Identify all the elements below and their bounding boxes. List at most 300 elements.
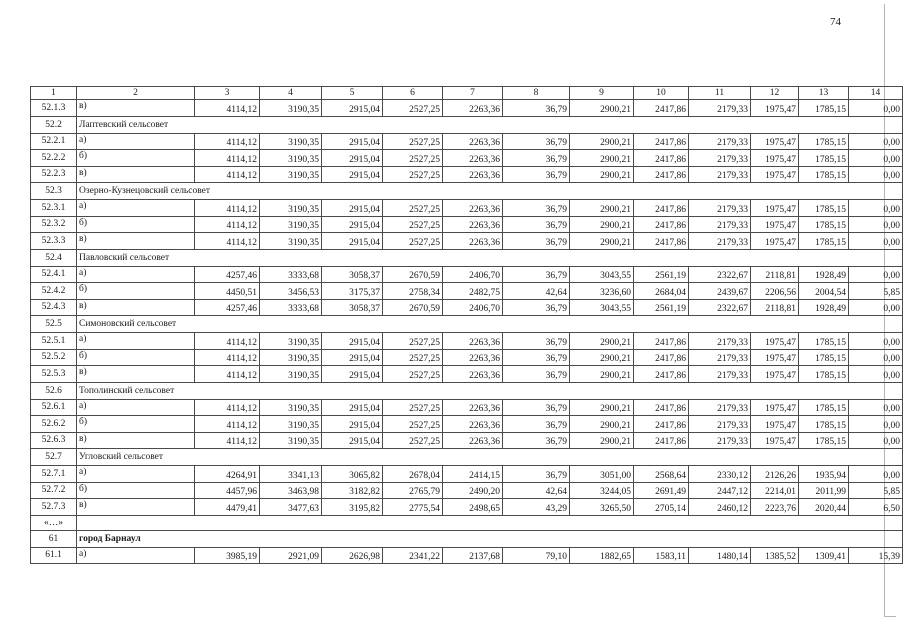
value-cell: 4114,12: [195, 432, 260, 449]
value-cell: 2670,59: [383, 299, 443, 316]
value-cell: 0,00: [849, 166, 903, 183]
value-cell: 2322,67: [689, 299, 751, 316]
value-cell: 2263,36: [443, 166, 503, 183]
value-cell: 36,79: [503, 333, 570, 350]
value-cell: 4114,12: [195, 166, 260, 183]
value-cell: 36,79: [503, 266, 570, 283]
value-cell: 0,00: [849, 233, 903, 250]
value-cell: 4114,12: [195, 349, 260, 366]
value-cell: 0,00: [849, 432, 903, 449]
column-header: 10: [634, 87, 689, 100]
value-cell: 3182,82: [322, 482, 383, 499]
value-cell: 3190,35: [260, 100, 322, 117]
section-filler: [260, 449, 903, 466]
page-edge-tick: [884, 616, 896, 617]
value-cell: 2678,04: [383, 466, 443, 483]
section-title: Павловский сельсовет: [77, 249, 260, 266]
value-cell: 3333,68: [260, 299, 322, 316]
column-header: 13: [799, 87, 849, 100]
value-cell: 2900,21: [570, 366, 634, 383]
row-letter: а): [77, 547, 195, 564]
row-letter: а): [77, 266, 195, 283]
value-cell: 3190,35: [260, 399, 322, 416]
value-cell: 2179,33: [689, 366, 751, 383]
value-cell: 2900,21: [570, 100, 634, 117]
value-cell: 4114,12: [195, 399, 260, 416]
row-code: 52.6.1: [31, 399, 77, 416]
table-row: [31, 100, 903, 117]
value-cell: 43,29: [503, 499, 570, 516]
value-cell: 1975,47: [751, 432, 799, 449]
value-cell: 2118,81: [751, 299, 799, 316]
table-row: [31, 547, 903, 564]
value-cell: 2118,81: [751, 266, 799, 283]
value-cell: 2684,04: [634, 283, 689, 300]
value-cell: 2527,25: [383, 166, 443, 183]
column-header: 5: [322, 87, 383, 100]
value-cell: 2341,22: [383, 547, 443, 564]
value-cell: 2137,68: [443, 547, 503, 564]
section-filler: [260, 382, 903, 399]
value-cell: 1583,11: [634, 547, 689, 564]
value-cell: 2915,04: [322, 133, 383, 150]
value-cell: 2417,86: [634, 100, 689, 117]
row-code: 52.5.3: [31, 366, 77, 383]
row-code: 52.1.3: [31, 100, 77, 117]
row-code: 61.1: [31, 547, 77, 564]
row-letter: в): [77, 432, 195, 449]
row-code: 52.2.1: [31, 133, 77, 150]
value-cell: 0,00: [849, 266, 903, 283]
value-cell: 1975,47: [751, 333, 799, 350]
value-cell: 3985,19: [195, 547, 260, 564]
section-filler: [260, 530, 903, 547]
value-cell: 0,00: [849, 466, 903, 483]
table-row: [31, 432, 903, 449]
value-cell: 2263,36: [443, 366, 503, 383]
value-cell: 3195,82: [322, 499, 383, 516]
value-cell: 2417,86: [634, 366, 689, 383]
section-row: [31, 530, 903, 547]
value-cell: 2263,36: [443, 333, 503, 350]
value-cell: 1975,47: [751, 150, 799, 167]
value-cell: 36,79: [503, 416, 570, 433]
value-cell: 2179,33: [689, 166, 751, 183]
table-row: [31, 283, 903, 300]
column-header: 9: [570, 87, 634, 100]
column-header: 7: [443, 87, 503, 100]
value-cell: 2915,04: [322, 166, 383, 183]
row-letter: в): [77, 100, 195, 117]
row-code: 52.7.1: [31, 466, 77, 483]
value-cell: 2330,12: [689, 466, 751, 483]
value-cell: 3190,35: [260, 366, 322, 383]
value-cell: 3190,35: [260, 200, 322, 217]
row-code: 52.6.2: [31, 416, 77, 433]
column-header: 1: [31, 87, 77, 100]
row-letter: в): [77, 499, 195, 516]
row-code: 52.2.3: [31, 166, 77, 183]
value-cell: 2322,67: [689, 266, 751, 283]
value-cell: 2775,54: [383, 499, 443, 516]
value-cell: 2527,25: [383, 399, 443, 416]
value-cell: 1975,47: [751, 399, 799, 416]
row-code: 52.3.1: [31, 200, 77, 217]
value-cell: 0,00: [849, 200, 903, 217]
value-cell: 2527,25: [383, 333, 443, 350]
value-cell: 2179,33: [689, 333, 751, 350]
value-cell: 2179,33: [689, 416, 751, 433]
section-code: 52.4: [31, 249, 77, 266]
value-cell: 2263,36: [443, 432, 503, 449]
value-cell: 2179,33: [689, 150, 751, 167]
value-cell: 3456,53: [260, 283, 322, 300]
value-cell: 1785,15: [799, 349, 849, 366]
section-row: [31, 249, 903, 266]
value-cell: 4257,46: [195, 299, 260, 316]
value-cell: 2915,04: [322, 233, 383, 250]
value-cell: 2758,34: [383, 283, 443, 300]
value-cell: 2263,36: [443, 200, 503, 217]
value-cell: 1975,47: [751, 366, 799, 383]
value-cell: 3190,35: [260, 349, 322, 366]
value-cell: 2179,33: [689, 349, 751, 366]
value-cell: 2417,86: [634, 399, 689, 416]
value-cell: 2900,21: [570, 216, 634, 233]
value-cell: 3463,98: [260, 482, 322, 499]
row-code: 52.7.3: [31, 499, 77, 516]
value-cell: 3190,35: [260, 432, 322, 449]
value-cell: 2417,86: [634, 349, 689, 366]
value-cell: 2263,36: [443, 349, 503, 366]
value-cell: 2915,04: [322, 100, 383, 117]
value-cell: 2705,14: [634, 499, 689, 516]
value-cell: 2011,99: [799, 482, 849, 499]
value-cell: 2900,21: [570, 233, 634, 250]
value-cell: 36,79: [503, 200, 570, 217]
value-cell: 2490,20: [443, 482, 503, 499]
value-cell: 2417,86: [634, 166, 689, 183]
row-letter: в): [77, 299, 195, 316]
value-cell: 1785,15: [799, 366, 849, 383]
value-cell: 15,39: [849, 547, 903, 564]
row-letter: в): [77, 233, 195, 250]
value-cell: 3175,37: [322, 283, 383, 300]
table-row: [31, 150, 903, 167]
value-cell: 36,79: [503, 299, 570, 316]
value-cell: 3043,55: [570, 299, 634, 316]
value-cell: 2460,12: [689, 499, 751, 516]
value-cell: 0,00: [849, 100, 903, 117]
table-row: [31, 233, 903, 250]
value-cell: 2179,33: [689, 100, 751, 117]
value-cell: 2915,04: [322, 399, 383, 416]
row-letter: а): [77, 399, 195, 416]
value-cell: 3051,00: [570, 466, 634, 483]
value-cell: 2004,54: [799, 283, 849, 300]
value-cell: 2263,36: [443, 100, 503, 117]
value-cell: 2020,44: [799, 499, 849, 516]
value-cell: 4114,12: [195, 333, 260, 350]
table-row: [31, 166, 903, 183]
value-cell: 2447,12: [689, 482, 751, 499]
value-cell: 2406,70: [443, 299, 503, 316]
value-cell: 1928,49: [799, 299, 849, 316]
value-cell: 2915,04: [322, 432, 383, 449]
row-letter: б): [77, 349, 195, 366]
value-cell: 2765,79: [383, 482, 443, 499]
value-cell: 4457,96: [195, 482, 260, 499]
value-cell: 2498,65: [443, 499, 503, 516]
value-cell: 1935,94: [799, 466, 849, 483]
table-row: [31, 416, 903, 433]
value-cell: 2900,21: [570, 432, 634, 449]
column-header: 3: [195, 87, 260, 100]
value-cell: 4257,46: [195, 266, 260, 283]
value-cell: 0,00: [849, 150, 903, 167]
row-letter: а): [77, 200, 195, 217]
value-cell: 2527,25: [383, 233, 443, 250]
value-cell: 1975,47: [751, 233, 799, 250]
value-cell: 2915,04: [322, 366, 383, 383]
row-code: 52.4.1: [31, 266, 77, 283]
row-code: 52.6.3: [31, 432, 77, 449]
table-row: [31, 499, 903, 516]
value-cell: 5,85: [849, 482, 903, 499]
value-cell: 2900,21: [570, 333, 634, 350]
row-letter: в): [77, 366, 195, 383]
value-cell: 2179,33: [689, 399, 751, 416]
value-cell: 2626,98: [322, 547, 383, 564]
value-cell: 3190,35: [260, 216, 322, 233]
section-row: [31, 316, 903, 333]
value-cell: 36,79: [503, 349, 570, 366]
value-cell: 2527,25: [383, 200, 443, 217]
section-title: Симоновский сельсовет: [77, 316, 260, 333]
row-code: 52.4.3: [31, 299, 77, 316]
value-cell: 3236,60: [570, 283, 634, 300]
value-cell: 1975,47: [751, 166, 799, 183]
value-cell: 4114,12: [195, 133, 260, 150]
column-header: 14: [849, 87, 903, 100]
value-cell: 36,79: [503, 216, 570, 233]
value-cell: 4114,12: [195, 150, 260, 167]
value-cell: 2900,21: [570, 416, 634, 433]
value-cell: 4450,51: [195, 283, 260, 300]
value-cell: 3341,13: [260, 466, 322, 483]
value-cell: 2406,70: [443, 266, 503, 283]
section-code: 52.7: [31, 449, 77, 466]
value-cell: 1975,47: [751, 133, 799, 150]
value-cell: 2915,04: [322, 416, 383, 433]
value-cell: 2561,19: [634, 266, 689, 283]
value-cell: 2900,21: [570, 166, 634, 183]
value-cell: 1309,41: [799, 547, 849, 564]
value-cell: 2900,21: [570, 349, 634, 366]
row-code: 52.3.3: [31, 233, 77, 250]
value-cell: 1785,15: [799, 416, 849, 433]
value-cell: 2915,04: [322, 333, 383, 350]
value-cell: 2900,21: [570, 200, 634, 217]
value-cell: 79,10: [503, 547, 570, 564]
value-cell: 1785,15: [799, 166, 849, 183]
value-cell: 1785,15: [799, 216, 849, 233]
section-title: Лаптевский сельсовет: [77, 116, 260, 133]
value-cell: 2915,04: [322, 349, 383, 366]
value-cell: 2179,33: [689, 133, 751, 150]
value-cell: 2670,59: [383, 266, 443, 283]
ellipsis-row: [31, 515, 903, 530]
value-cell: 2439,67: [689, 283, 751, 300]
value-cell: 1882,65: [570, 547, 634, 564]
value-cell: 3190,35: [260, 333, 322, 350]
value-cell: 4264,91: [195, 466, 260, 483]
value-cell: 2915,04: [322, 200, 383, 217]
table-row: [31, 366, 903, 383]
row-letter: б): [77, 216, 195, 233]
row-letter: а): [77, 133, 195, 150]
value-cell: 3058,37: [322, 299, 383, 316]
value-cell: 2900,21: [570, 399, 634, 416]
column-header: 12: [751, 87, 799, 100]
value-cell: 2527,25: [383, 416, 443, 433]
row-code: 52.5.1: [31, 333, 77, 350]
value-cell: 6,50: [849, 499, 903, 516]
page-number: 74: [830, 16, 841, 28]
value-cell: 36,79: [503, 366, 570, 383]
value-cell: 2527,25: [383, 150, 443, 167]
value-cell: 1785,15: [799, 432, 849, 449]
column-header: 2: [77, 87, 195, 100]
table-header-row: [31, 87, 903, 100]
value-cell: 4114,12: [195, 366, 260, 383]
table-body: [31, 100, 903, 564]
value-cell: 1975,47: [751, 216, 799, 233]
value-cell: 4114,12: [195, 233, 260, 250]
value-cell: 2417,86: [634, 200, 689, 217]
value-cell: 2417,86: [634, 150, 689, 167]
value-cell: 2482,75: [443, 283, 503, 300]
value-cell: 2206,56: [751, 283, 799, 300]
value-cell: 0,00: [849, 416, 903, 433]
column-header: 6: [383, 87, 443, 100]
value-cell: 2214,01: [751, 482, 799, 499]
table-row: [31, 299, 903, 316]
value-cell: 1785,15: [799, 399, 849, 416]
row-code: 52.7.2: [31, 482, 77, 499]
value-cell: 2263,36: [443, 233, 503, 250]
section-code: 52.3: [31, 183, 77, 200]
value-cell: 0,00: [849, 216, 903, 233]
value-cell: 1385,52: [751, 547, 799, 564]
value-cell: 2900,21: [570, 133, 634, 150]
value-cell: 3190,35: [260, 150, 322, 167]
value-cell: 2527,25: [383, 133, 443, 150]
value-cell: 2568,64: [634, 466, 689, 483]
value-cell: 2691,49: [634, 482, 689, 499]
value-cell: 2417,86: [634, 432, 689, 449]
value-cell: 2126,26: [751, 466, 799, 483]
value-cell: 1480,14: [689, 547, 751, 564]
section-row: [31, 116, 903, 133]
section-title: город Барнаул: [77, 530, 260, 547]
value-cell: 2561,19: [634, 299, 689, 316]
value-cell: 2417,86: [634, 216, 689, 233]
value-cell: 2179,33: [689, 233, 751, 250]
value-cell: 1975,47: [751, 200, 799, 217]
value-cell: 36,79: [503, 133, 570, 150]
value-cell: 2527,25: [383, 100, 443, 117]
value-cell: 36,79: [503, 166, 570, 183]
value-cell: 2915,04: [322, 216, 383, 233]
value-cell: 3043,55: [570, 266, 634, 283]
value-cell: 1975,47: [751, 100, 799, 117]
row-letter: б): [77, 283, 195, 300]
row-letter: б): [77, 482, 195, 499]
value-cell: 3190,35: [260, 133, 322, 150]
value-cell: 42,64: [503, 283, 570, 300]
value-cell: 2527,25: [383, 366, 443, 383]
value-cell: 2414,15: [443, 466, 503, 483]
value-cell: 2179,33: [689, 432, 751, 449]
value-cell: 3190,35: [260, 166, 322, 183]
value-cell: 2900,21: [570, 150, 634, 167]
value-cell: 2263,36: [443, 416, 503, 433]
value-cell: 5,85: [849, 283, 903, 300]
value-cell: 3190,35: [260, 416, 322, 433]
value-cell: 4479,41: [195, 499, 260, 516]
value-cell: 0,00: [849, 333, 903, 350]
value-cell: 2921,09: [260, 547, 322, 564]
ellipsis-mark: «…»: [31, 515, 77, 530]
value-cell: 1785,15: [799, 200, 849, 217]
value-cell: 2417,86: [634, 233, 689, 250]
table-row: [31, 216, 903, 233]
ellipsis-filler: [77, 515, 903, 530]
table-row: [31, 399, 903, 416]
row-code: 52.2.2: [31, 150, 77, 167]
value-cell: 1785,15: [799, 100, 849, 117]
table-row: [31, 333, 903, 350]
table-row: [31, 349, 903, 366]
value-cell: 2179,33: [689, 216, 751, 233]
value-cell: 36,79: [503, 432, 570, 449]
value-cell: 2223,76: [751, 499, 799, 516]
row-code: 52.4.2: [31, 283, 77, 300]
value-cell: 1975,47: [751, 416, 799, 433]
section-filler: [260, 316, 903, 333]
value-cell: 36,79: [503, 233, 570, 250]
value-cell: 1928,49: [799, 266, 849, 283]
table-row: [31, 482, 903, 499]
column-header: 8: [503, 87, 570, 100]
value-cell: 2263,36: [443, 399, 503, 416]
section-title: Тополинский сельсовет: [77, 382, 260, 399]
value-cell: 2417,86: [634, 416, 689, 433]
value-cell: 0,00: [849, 133, 903, 150]
value-cell: 3244,05: [570, 482, 634, 499]
section-title: Угловский сельсовет: [77, 449, 260, 466]
row-letter: б): [77, 416, 195, 433]
value-cell: 2527,25: [383, 216, 443, 233]
value-cell: 0,00: [849, 399, 903, 416]
value-cell: 1785,15: [799, 233, 849, 250]
section-filler: [260, 116, 903, 133]
value-cell: 2263,36: [443, 216, 503, 233]
row-letter: в): [77, 166, 195, 183]
table-row: [31, 266, 903, 283]
value-cell: 1785,15: [799, 133, 849, 150]
